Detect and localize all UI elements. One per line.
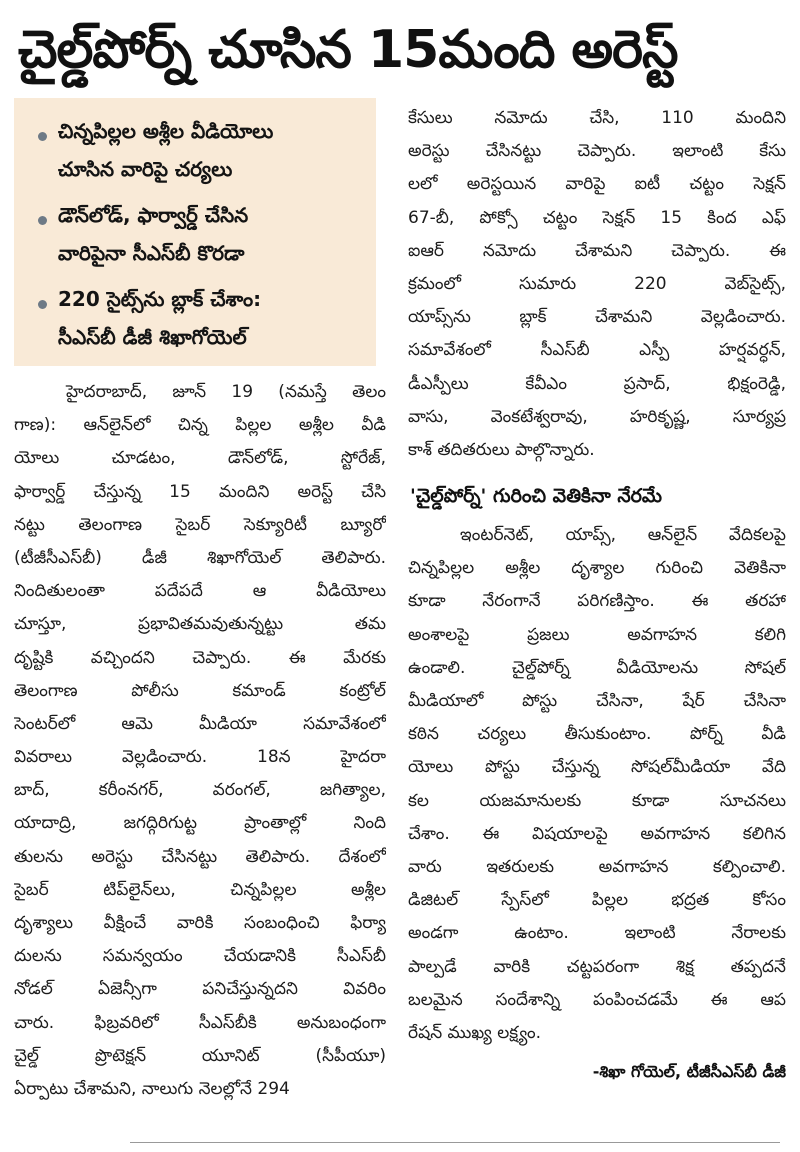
text-line: క్రమంలో సుమారు 220 వెబ్‌సైట్స్,	[408, 273, 786, 294]
text-line: అండగా ఉంటాం. ఇలాంటి నేరాలకు	[408, 923, 786, 944]
subheading: 'చైల్డ్‌పోర్న్' గురించి వెతికినా నేరమే	[410, 485, 663, 508]
text-line: యోలు పోస్టు చేస్తున్న సోషల్‌మీడియా వేది	[408, 757, 786, 778]
text-line: సైబర్ టిప్‌లైన్‌లు, చిన్నపిల్లల అశ్లీల	[14, 879, 386, 900]
text-line: నట్టు తెలంగాణ సైబర్ సెక్యూరిటీ బ్యూరో	[14, 514, 386, 535]
text-line: నిందితులంతా పదేపదే ఆ వీడియోలు	[14, 581, 386, 602]
highlight-line: చిన్నపిల్లల అశ్లీల వీడియోలు	[58, 119, 274, 143]
text-line: లలో అరెస్టయిన వారిపై ఐటీ చట్టం సెక్షన్	[408, 174, 786, 195]
text-line: చేశాం. ఈ విషయాలపై అవగాహన కలిగిన	[408, 823, 786, 844]
text-line: డీఎస్పీలు కేవీఎం ప్రసాద్, భిక్షంరెడ్డి,	[408, 373, 786, 394]
text-line: కేసులు నమోదు చేసి, 110 మందిని	[408, 108, 786, 128]
text-line: హైదరాబాద్, జూన్ 19 (నమస్తే తెలం	[66, 382, 386, 402]
text-line: వారు ఇతరులకు అవగాహన కల్పించాలి.	[408, 856, 786, 877]
text-line: యాప్స్‌ను బ్లాక్ చేశామని వెల్లడించారు.	[408, 307, 786, 328]
text-line: ఐఆర్ నమోదు చేశామని చెప్పారు. ఈ	[408, 240, 786, 261]
text-line: తెలంగాణ పోలీసు కమాండ్ కంట్రోల్	[14, 680, 386, 701]
text-line: చూస్తూ, ప్రభావితమవుతున్నట్టు తమ	[14, 614, 386, 635]
text-line: నోడల్ ఏజెన్సీగా పనిచేస్తున్నదని వివరిం	[14, 979, 386, 1000]
highlight-line: సీఎస్‌బీ డీజీ శిఖాగోయెల్	[58, 325, 247, 349]
text-line: అరెస్టు చేసినట్టు చెప్పారు. ఇలాంటి కేసు	[408, 141, 786, 162]
text-line: తులను అరెస్టు చేసినట్టు తెలిపారు. దేశంలో	[14, 846, 386, 867]
text-line: (టీజీసీఎస్‌బీ) డీజీ శిఖాగోయెల్ తెలిపారు.	[14, 547, 386, 568]
text-line: సెంటర్‌లో ఆమె మీడియా సమావేశంలో	[14, 713, 386, 734]
text-line: యోలు చూడటం, డౌన్‌లోడ్, స్టోరేజ్,	[14, 448, 386, 469]
text-line: మీడియాలో పోస్టు చేసినా, షేర్ చేసినా	[408, 691, 786, 711]
text-line: చైల్డ్ ప్రొటెక్షన్ యూనిట్ (సీపీయూ)	[14, 1045, 386, 1066]
text-line: ఇంటర్‌నెట్, యాప్స్, ఆన్‌లైన్ వేదికలపై	[460, 525, 786, 546]
left-column	[14, 98, 386, 1106]
text-line: యాదాద్రి, జగద్గిరిగుట్ట ప్రాంతాల్లో నింది	[14, 813, 386, 834]
text-line: వాసు, వెంకటేశ్వరావు, హరికృష్ణ, సూర్యప్ర	[408, 406, 786, 427]
right-body-text-2	[408, 519, 786, 1050]
text-line: పాల్పడే వారికి చట్టపరంగా శిక్ష తప్పదనే	[408, 956, 786, 977]
text-line: దృష్టికి వచ్చిందని చెప్పారు. ఈ మేరకు	[14, 647, 386, 668]
text-line: దులను సమన్వయం చేయడానికి సీఎస్‌బీ	[14, 946, 386, 967]
right-body-text	[408, 102, 786, 467]
text-line: చిన్నపిల్లల అశ్లీల దృశ్యాల గురించి వెతికినా	[408, 558, 786, 579]
text-line: గాణ): ఆన్‌లైన్‌లో చిన్న పిల్లల అశ్లీల వీడి	[14, 415, 386, 436]
text-line: కూడా నేరంగానే పరిగణిస్తాం. ఈ తరహా	[408, 591, 786, 612]
text-line: దృశ్యాలు వీక్షించే వారికి సంబంధించి ఫిర్యా	[14, 913, 386, 933]
highlights-box	[14, 98, 376, 366]
text-line: చారు. ఫిబ్రవరిలో సీఎస్‌బీకి అనుబంధంగా	[14, 1012, 386, 1033]
text-line: సమావేశంలో సీఎస్‌బీ ఎస్పీ హర్షవర్ధన్,	[408, 340, 786, 361]
highlight-item	[36, 112, 360, 188]
text-line: రేషన్ ముఖ్య లక్ష్యం.	[408, 1022, 542, 1043]
text-line: కఠిన చర్యలు తీసుకుంటాం. పోర్న్ వీడి	[408, 724, 786, 745]
left-body-text	[14, 376, 386, 1106]
text-line: ఫార్వార్డ్ చేస్తున్న 15 మందిని అరెస్ట్ చేసి	[14, 481, 386, 502]
highlight-item	[36, 280, 360, 356]
text-line: బాద్, కరీంనగర్, వరంగల్, జగిత్యాల,	[14, 780, 386, 801]
highlight-line: 220 సైట్స్‌ను బ్లాక్ చేశాం:	[58, 287, 262, 311]
text-line: వివరాలు వెల్లడించారు. 18న హైదరా	[14, 747, 386, 768]
text-line: ఏర్పాటు చేశామని, నాలుగు నెలల్లోనే 294	[14, 1078, 290, 1099]
right-column	[408, 98, 786, 1088]
highlight-item	[36, 196, 360, 272]
author-signature: -శిఖా గోయెల్, టీజీసీఎస్‌బీ డీజీ	[592, 1062, 786, 1082]
highlight-line: డౌన్‌లోడ్, ఫార్వార్డ్ చేసిన	[58, 203, 249, 227]
text-line: కల యజమానులకు కూడా సూచనలు	[408, 790, 786, 811]
highlight-line: చూసిన వారిపై చర్యలు	[58, 157, 233, 181]
highlight-line: వారిపైనా సీఎస్‌బీ కొరడా	[58, 241, 245, 265]
text-line: 67-బీ, పోక్సో చట్టం సెక్షన్ 15 కింద ఎఫ్	[408, 207, 786, 228]
text-line: ఉండాలి. చైల్డ్‌పోర్న్ వీడియోలను సోషల్	[408, 657, 786, 678]
bottom-rule	[130, 1142, 780, 1143]
text-line: డిజిటల్ స్పేస్‌లో పిల్లల భద్రత కోసం	[408, 890, 786, 911]
headline: చైల్డ్‌పోర్న్ చూసిన 15మంది అరెస్ట్	[18, 20, 678, 80]
text-line: అంశాలపై ప్రజలు అవగాహన కలిగి	[408, 624, 786, 645]
text-line: బలమైన సందేశాన్ని పంపించడమే ఈ ఆప	[408, 989, 786, 1010]
text-line: కాశ్ తదితరులు పాల్గొన్నారు.	[408, 439, 595, 460]
